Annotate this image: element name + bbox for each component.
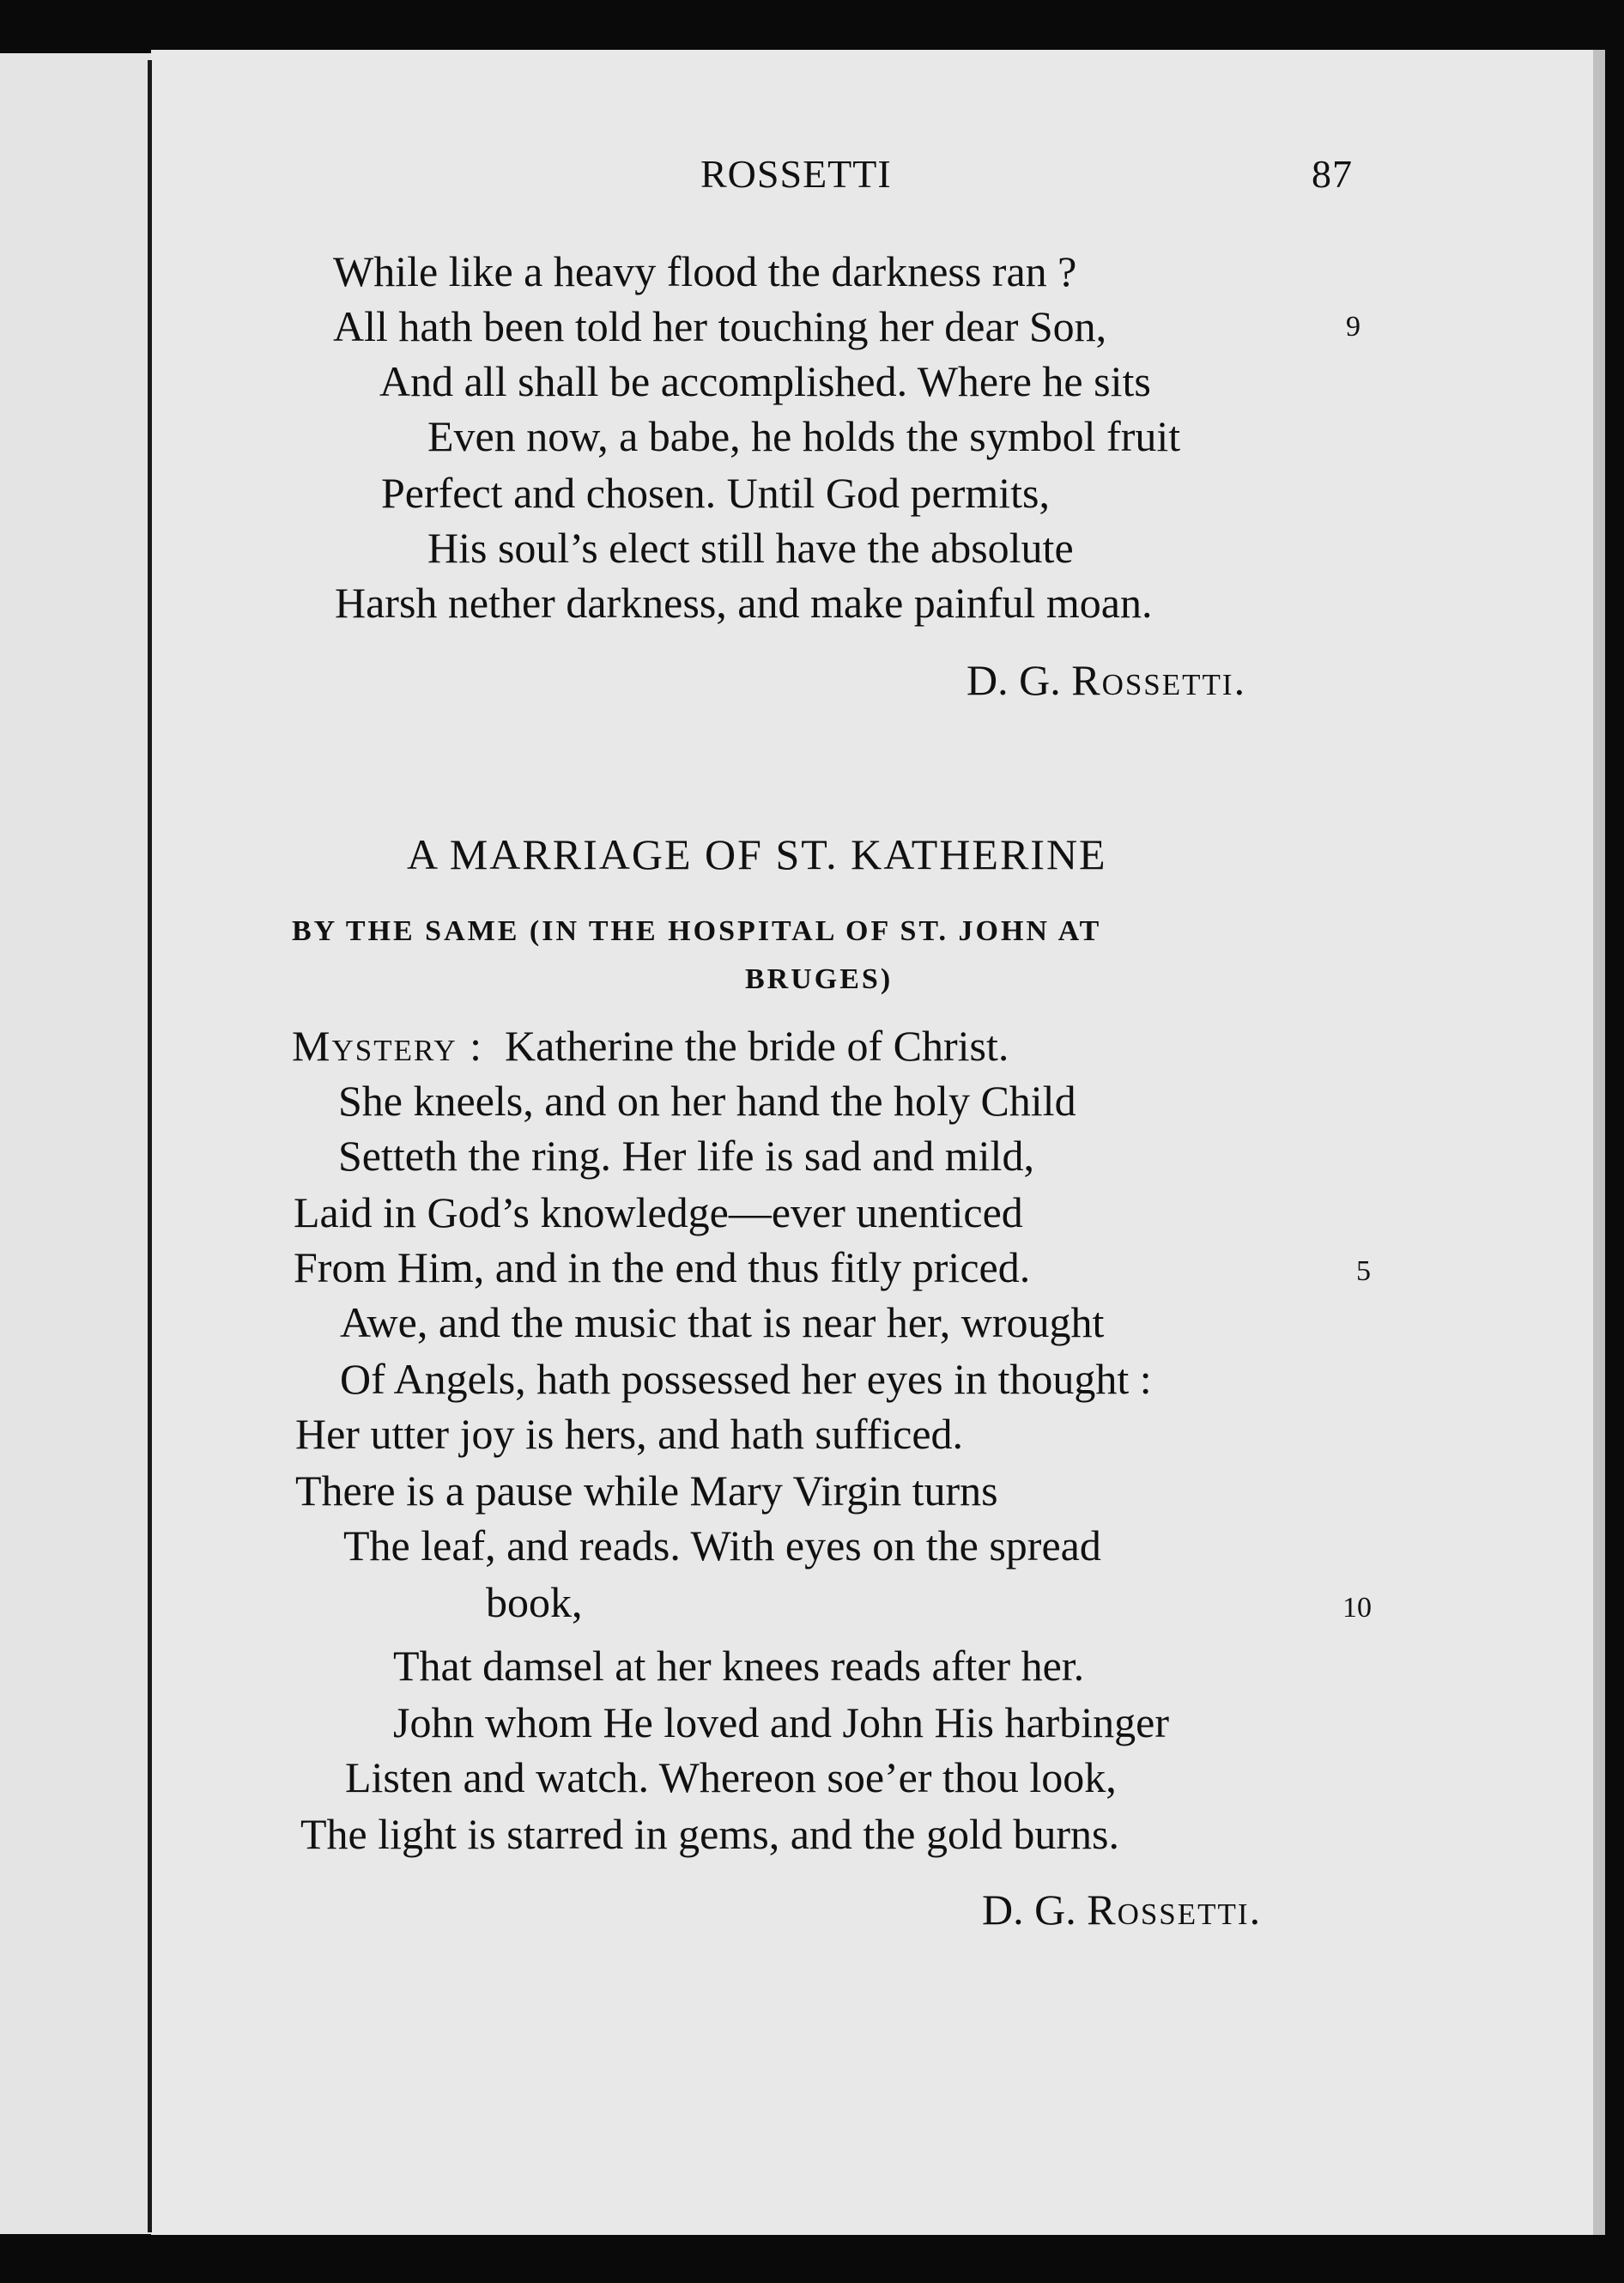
running-title: ROSSETTI xyxy=(700,152,892,196)
verse-line: Even now, a babe, he holds the symbol fruit xyxy=(427,412,1181,460)
verse-line: There is a pause while Mary Virgin turns xyxy=(295,1466,998,1515)
poem-subtitle-line-2: BRUGES) xyxy=(745,963,894,995)
verse-line xyxy=(292,1020,1009,1072)
verse-line: Of Angels, hath possessed her eyes in thought : xyxy=(340,1355,1152,1403)
verse-line: From Him, and in the end thus fitly priced. xyxy=(294,1243,1031,1291)
signature-initials: D. G. xyxy=(982,1885,1076,1934)
verse-line: John whom He loved and John His harbinger xyxy=(393,1698,1170,1746)
verse-line: Listen and watch. Whereon soe’er thou look, xyxy=(345,1753,1117,1801)
verse-line: While like a heavy flood the darkness ran ? xyxy=(333,247,1077,295)
verse-line: That damsel at her knees reads after her. xyxy=(393,1642,1085,1690)
verse-line: She kneels, and on her hand the holy Child xyxy=(338,1077,1076,1125)
verse-line: His soul’s elect still have the absolute xyxy=(427,524,1074,572)
verse-line: Harsh nether darkness, and make painful moan. xyxy=(335,579,1153,627)
verse-line: The light is starred in gems, and the gold burns. xyxy=(300,1810,1120,1858)
signature-initials: D. G. xyxy=(967,656,1061,704)
signature-surname: Rossetti. xyxy=(1087,1885,1263,1934)
line-number: 10 xyxy=(1342,1592,1372,1624)
signature-surname: Rossetti. xyxy=(1071,656,1247,704)
line-number: 5 xyxy=(1356,1255,1371,1287)
verse-line: The leaf, and reads. With eyes on the spread xyxy=(343,1521,1101,1570)
verse-line: Setteth the ring. Her life is sad and mild, xyxy=(338,1132,1034,1180)
verse-line: book, xyxy=(486,1578,583,1626)
author-signature xyxy=(982,1884,1262,1935)
page-edge-shadow xyxy=(1593,50,1605,2235)
verse-line: And all shall be accomplished. Where he sits xyxy=(379,357,1151,405)
verse-line: Perfect and chosen. Until God permits, xyxy=(381,469,1050,517)
verse-line: All hath been told her touching her dear Son, xyxy=(333,302,1107,350)
gutter-line xyxy=(148,60,152,2232)
verse-line: Her utter joy is hers, and hath sufficed. xyxy=(295,1410,964,1458)
page-number: 87 xyxy=(1312,152,1353,196)
verse-text: Katherine the bride of Christ. xyxy=(505,1022,1009,1070)
left-page-edge xyxy=(0,53,151,2234)
verse-line: Laid in God’s knowledge—ever unenticed xyxy=(294,1188,1023,1236)
verse-line: Awe, and the music that is near her, wrought xyxy=(340,1298,1105,1346)
line-number: 9 xyxy=(1346,311,1360,343)
poem-title: A MARRIAGE OF ST. KATHERINE xyxy=(407,830,1107,878)
poem-subtitle-line-1: BY THE SAME (IN THE HOSPITAL OF ST. JOHN AT xyxy=(292,915,1102,947)
author-signature xyxy=(967,654,1246,706)
speaker-label: Mystery : xyxy=(292,1022,484,1070)
